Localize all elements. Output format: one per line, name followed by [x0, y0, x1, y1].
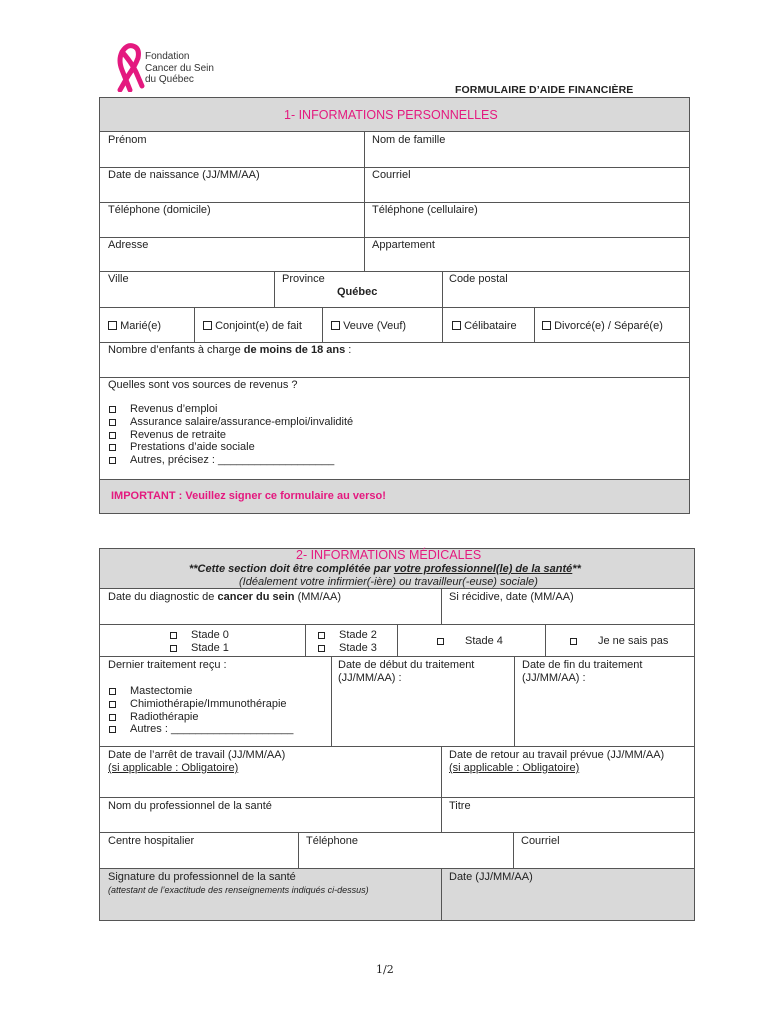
stade-unknown-checkbox[interactable]: Je ne sais pas — [570, 635, 668, 648]
section2-note: (Idéalement votre infirmier(-ière) ou travailleur(-euse) sociale) — [239, 576, 538, 588]
traitement-autres-checkbox[interactable]: Autres : ____________________ — [109, 723, 293, 736]
telephone-cellulaire-field[interactable]: Téléphone (cellulaire) — [372, 204, 478, 216]
checkbox-icon — [570, 638, 577, 645]
section2-title: 2- INFORMATIONS MÉDICALES — [296, 548, 482, 562]
checkbox-icon — [318, 645, 325, 652]
prenom-field[interactable]: Prénom — [108, 134, 147, 146]
nom-famille-field[interactable]: Nom de famille — [372, 134, 446, 146]
adresse-field[interactable]: Adresse — [108, 239, 149, 251]
dernier-traitement-label: Dernier traitement reçu : — [108, 659, 227, 671]
stade-0-checkbox[interactable]: Stade 0 — [170, 629, 229, 642]
ville-field[interactable]: Ville — [108, 273, 129, 285]
checkbox-icon — [109, 714, 116, 721]
centre-hospitalier-field[interactable]: Centre hospitalier — [108, 835, 195, 847]
date-fin-traitement-field[interactable]: Date de fin du traitement (JJ/MM/AA) : — [522, 659, 643, 684]
courriel-pro-field[interactable]: Courriel — [521, 835, 560, 847]
form-title: FORMULAIRE D’AIDE FINANCIÈRE — [455, 84, 634, 96]
telephone-domicile-field[interactable]: Téléphone (domicile) — [108, 204, 211, 216]
date-arret-travail-field[interactable]: Date de l’arrêt de travail (JJ/MM/AA) (si applicable : Obligatoire) — [108, 749, 286, 774]
stades-2-3 — [318, 629, 377, 655]
stades-0-1 — [170, 629, 229, 655]
section1-title: 1- INFORMATIONS PERSONNELLES — [284, 108, 498, 122]
checkbox-icon — [108, 321, 117, 330]
signature-pro-field[interactable]: Signature du professionnel de la santé (attestant de l’exactitude des renseignements indiqués ci-dessus) — [108, 871, 369, 895]
checkbox-icon — [452, 321, 461, 330]
enfants-charge-field[interactable]: Nombre d’enfants à charge de moins de 18 ans : — [108, 344, 352, 356]
checkbox-icon — [109, 432, 116, 439]
stade-4-checkbox[interactable]: Stade 4 — [437, 635, 503, 648]
revenu-retraite-checkbox[interactable]: Revenus de retraite — [109, 429, 353, 442]
stade-1-checkbox[interactable]: Stade 1 — [170, 642, 229, 655]
checkbox-icon — [170, 632, 177, 639]
traitement-mastectomie-checkbox[interactable]: Mastectomie — [109, 685, 293, 698]
checkbox-icon — [437, 638, 444, 645]
appartement-field[interactable]: Appartement — [372, 239, 435, 251]
revenus-list — [109, 403, 353, 467]
date-debut-traitement-field[interactable]: Date de début du traitement (JJ/MM/AA) : — [338, 659, 475, 684]
page-number: 1/2 — [376, 963, 394, 976]
date-signature-field[interactable]: Date (JJ/MM/AA) — [449, 871, 533, 883]
titre-field[interactable]: Titre — [449, 800, 471, 812]
traitements-list — [109, 685, 293, 736]
logo-text — [145, 51, 214, 86]
nom-professionnel-field[interactable]: Nom du professionnel de la santé — [108, 800, 272, 812]
checkbox-icon — [203, 321, 212, 330]
checkbox-icon — [109, 444, 116, 451]
status-widowed-checkbox[interactable]: Veuve (Veuf) — [331, 320, 406, 333]
province-label: Province — [282, 273, 325, 285]
important-notice: IMPORTANT : Veuillez signer ce formulaire au verso! — [111, 490, 386, 502]
date-diagnostic-field[interactable]: Date du diagnostic de cancer du sein (MM/AA) — [108, 591, 341, 603]
logo-line-1: Fondation — [145, 51, 190, 62]
checkbox-icon — [331, 321, 340, 330]
revenu-emploi-checkbox[interactable]: Revenus d’emploi — [109, 403, 353, 416]
checkbox-icon — [109, 688, 116, 695]
section2-subtitle: **Cette section doit être complétée par votre professionnel(le) de la santé** — [189, 563, 581, 575]
province-value: Québec — [337, 286, 378, 298]
telephone-pro-field[interactable]: Téléphone — [306, 835, 358, 847]
revenu-aide-sociale-checkbox[interactable]: Prestations d’aide sociale — [109, 441, 353, 454]
courriel-field[interactable]: Courriel — [372, 169, 411, 181]
stade-3-checkbox[interactable]: Stade 3 — [318, 642, 377, 655]
revenus-question: Quelles sont vos sources de revenus ? — [108, 379, 298, 391]
checkbox-icon — [109, 419, 116, 426]
status-divorced-checkbox[interactable]: Divorcé(e) / Séparé(e) — [542, 320, 663, 333]
logo-line-3: du Québec — [145, 74, 194, 85]
stade-2-checkbox[interactable]: Stade 2 — [318, 629, 377, 642]
status-common-law-checkbox[interactable]: Conjoint(e) de fait — [203, 320, 302, 333]
code-postal-field[interactable]: Code postal — [449, 273, 508, 285]
checkbox-icon — [109, 701, 116, 708]
date-naissance-field[interactable]: Date de naissance (JJ/MM/AA) — [108, 169, 260, 181]
date-recidive-field[interactable]: Si récidive, date (MM/AA) — [449, 591, 574, 603]
checkbox-icon — [318, 632, 325, 639]
checkbox-icon — [109, 457, 116, 464]
checkbox-icon — [109, 406, 116, 413]
traitement-radio-checkbox[interactable]: Radiothérapie — [109, 711, 293, 724]
status-single-checkbox[interactable]: Célibataire — [452, 320, 517, 333]
checkbox-icon — [170, 645, 177, 652]
revenu-autres-checkbox[interactable]: Autres, précisez : ___________________ — [109, 454, 353, 467]
revenu-assurance-checkbox[interactable]: Assurance salaire/assurance-emploi/invalidité — [109, 416, 353, 429]
date-retour-travail-field[interactable]: Date de retour au travail prévue (JJ/MM/AA) (si applicable : Obligatoire) — [449, 749, 665, 774]
status-married-checkbox[interactable]: Marié(e) — [108, 320, 161, 333]
checkbox-icon — [109, 726, 116, 733]
checkbox-icon — [542, 321, 551, 330]
traitement-chimio-checkbox[interactable]: Chimiothérapie/Immunothérapie — [109, 698, 293, 711]
logo-line-2: Cancer du Sein — [145, 62, 214, 74]
